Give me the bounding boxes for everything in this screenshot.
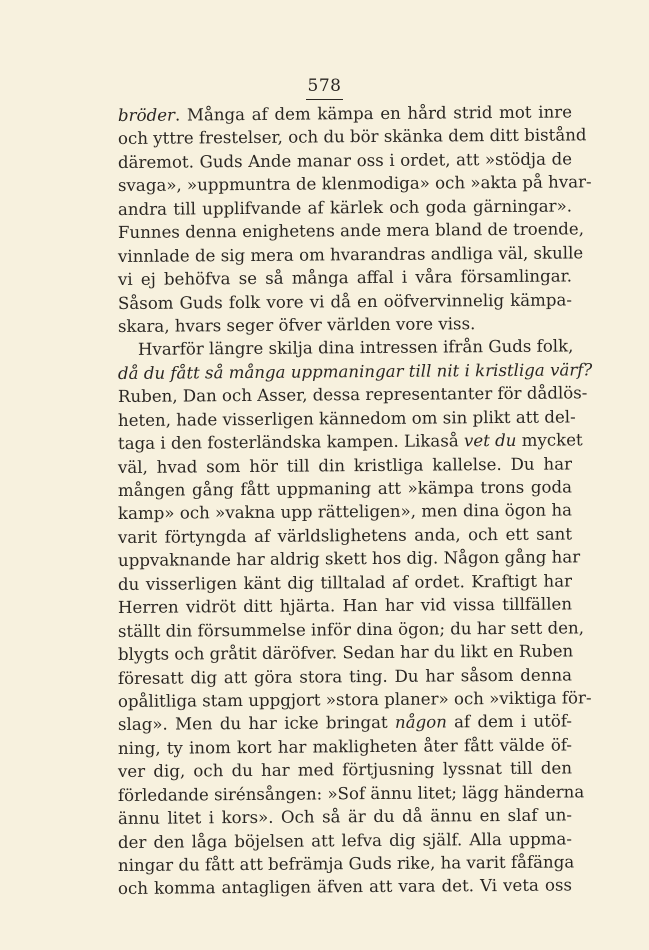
text-line: [118, 804, 572, 831]
line-text: mången gång fått uppmaning att »kämpa trons goda: [117, 477, 573, 500]
line-text: vi ej behöfva se så många affal i våra församlingar.: [117, 266, 573, 290]
line-text: ställt din försummelse inför dina ögon; du har sett den,: [117, 617, 585, 641]
text-line: [117, 218, 585, 245]
line-text: och komma antagligen äfven att vara det. Vi veta oss: [117, 875, 573, 899]
text-line: [118, 757, 572, 784]
text-line: [117, 429, 583, 456]
line-text: varit förtyngda af världslighetens anda, och ett sant: [117, 524, 573, 547]
line-text: svaga», »uppmuntra de klenmodiga» och »akta på hvar-: [117, 172, 592, 196]
line-text: och yttre frestelser, och du bör skänka dem ditt bistånd: [117, 125, 587, 149]
line-text: däremot. Guds Ande manar oss i ordet, att »stödja de: [117, 149, 573, 172]
line-text: af dem i utöf-: [446, 711, 573, 732]
line-text: ningar du fått att befrämja Guds rike, ha varit fåfänga: [117, 852, 575, 875]
line-text: Funnes denna enighetens ande mera bland de troende,: [117, 219, 585, 243]
text-line: [118, 264, 572, 291]
text-line: [118, 593, 572, 620]
line-text: taga i den fosterländska kampen. Likaså: [117, 431, 465, 454]
line-text: ver dig, och du har med förtjusning lyssnat till den: [117, 758, 573, 782]
line-text: du visserligen känt dig tilltalad af ordet. Kraftigt har: [117, 571, 573, 594]
text-line: [118, 639, 572, 666]
italic-text: någon: [394, 712, 447, 733]
line-text: förledande sirénsången: »Sof ännu litet; lägg händerna: [117, 782, 585, 805]
line-text: väl, hvad som hör till din kristliga kallelse. Du har: [117, 453, 573, 477]
text-line: [118, 288, 572, 315]
italic-text: vet du: [463, 430, 517, 451]
text-line: [117, 382, 588, 409]
line-text: mycket: [516, 430, 583, 450]
line-text: Hvarför längre skilja dina intressen ifrån Guds folk,: [137, 336, 574, 360]
text-line: [118, 335, 572, 362]
line-text: Herren vidröt ditt hjärta. Han har vid vissa tillfällen: [117, 594, 573, 618]
line-text: uppvaknande har aldrig skett hos dig. Någon gång har: [117, 547, 581, 571]
italic-text: då du fått så många uppmaningar till nit i kristliga värf?: [117, 360, 593, 383]
line-text: vinnlade de sig mera om hvarandras andliga väl, skulle: [117, 242, 584, 266]
page-number: [0, 76, 649, 100]
line-text: skara, hvars seger öfver världen vore viss.: [117, 314, 476, 336]
text-line: [118, 827, 572, 854]
line-text: opålitliga stam uppgjort »stora planer» och »viktiga för-: [117, 688, 592, 711]
line-text: slag». Men du har icke bringat: [117, 713, 396, 735]
text-line: [117, 546, 581, 573]
line-text: kamp» och »vakna upp rätteligen», men dina ögon ha: [117, 500, 573, 524]
line-text: ning, ty inom kort har makligheten åter fått välde öf-: [117, 735, 573, 758]
line-text: blygts och gråtit däröfver. Sedan har du likt en Ruben: [117, 641, 574, 665]
line-text: ännu litet i kors». Och så är du då ännu en slaf un-: [117, 805, 573, 829]
text-line: [117, 124, 587, 151]
body-text: [117, 102, 593, 901]
line-text: andra till upplifvande af kärlek och goda gärningar».: [117, 196, 573, 219]
line-text: Ruben, Dan och Asser, dessa representanter för dådlös-: [117, 383, 588, 407]
line-text: heten, hade visserligen kännedom om sin plikt att del-: [117, 407, 576, 430]
page-number-text: 578: [306, 76, 344, 100]
italic-text: bröder: [117, 105, 175, 125]
text-line: [118, 663, 572, 690]
text-line: [118, 874, 572, 901]
text-line: [118, 452, 572, 479]
line-text: der den låga böjelsen att lefva dig själf. Alla uppma-: [117, 828, 573, 852]
line-text: . Många af dem kämpa en hård strid mot inre: [174, 102, 573, 125]
text-line: [118, 499, 572, 526]
line-text: Såsom Guds folk vore vi då en oöfvervinnelig kämpa-: [117, 289, 573, 313]
text-line: [118, 710, 572, 737]
line-text: föresatt dig att göra stora ting. Du har såsom denna: [117, 664, 573, 688]
text-line: [117, 171, 592, 198]
